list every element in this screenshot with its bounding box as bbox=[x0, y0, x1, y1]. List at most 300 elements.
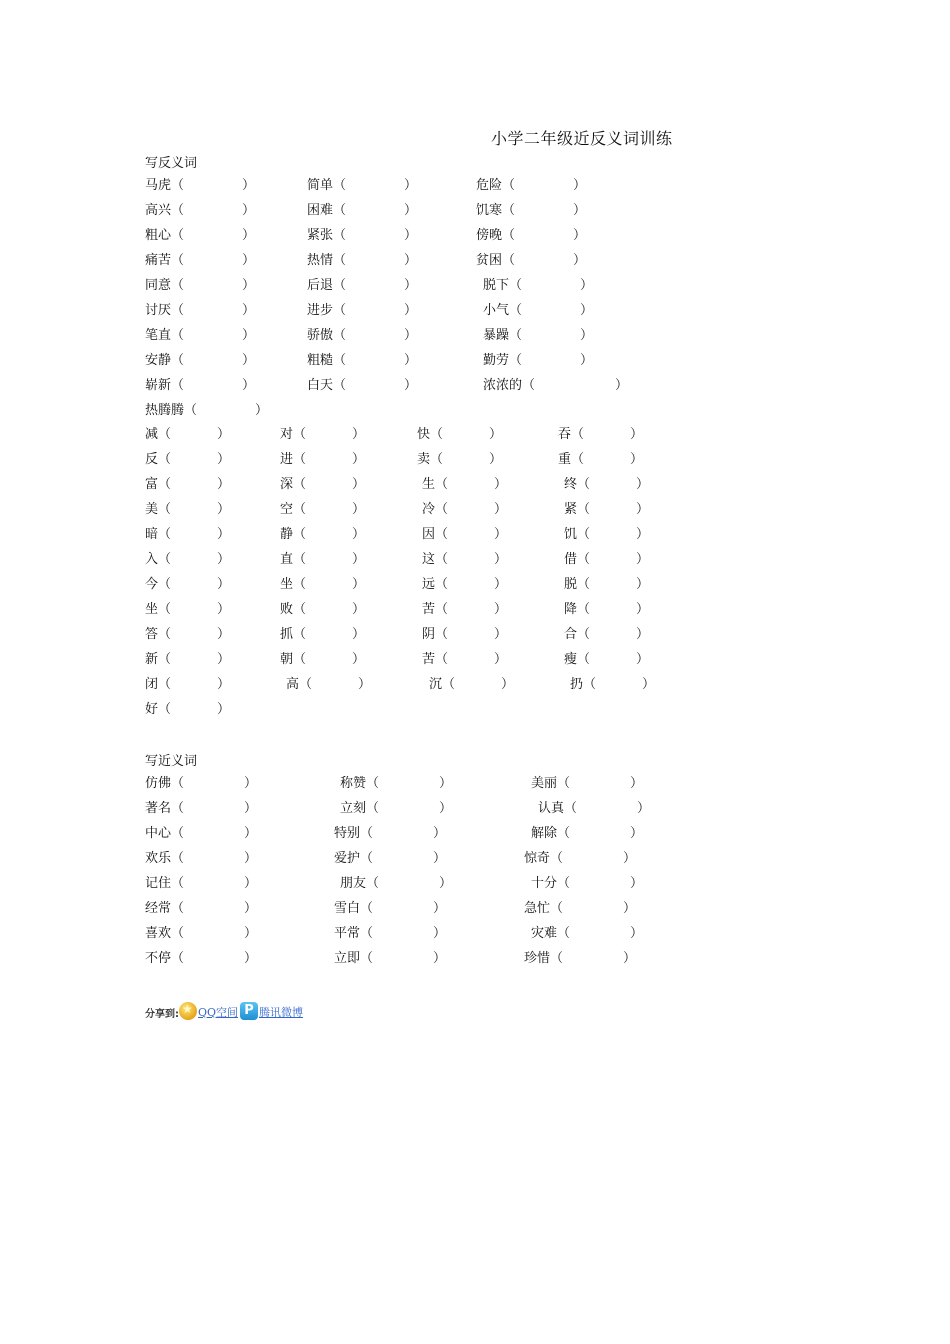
answer-blank[interactable] bbox=[184, 326, 242, 346]
exercise-word: 今 bbox=[145, 577, 159, 592]
answer-blank[interactable] bbox=[373, 899, 433, 919]
exercise-word: 高兴 bbox=[145, 203, 172, 218]
answer-blank[interactable] bbox=[306, 475, 352, 495]
answer-blank[interactable] bbox=[171, 425, 217, 445]
antonym-item bbox=[145, 276, 255, 296]
answer-blank[interactable] bbox=[515, 251, 573, 271]
open-paren: （ bbox=[333, 178, 347, 193]
answer-blank[interactable] bbox=[373, 849, 433, 869]
exercise-word: 暗 bbox=[145, 527, 159, 542]
single-char-item bbox=[280, 550, 365, 570]
open-paren: （ bbox=[158, 527, 172, 542]
close-paren: ） bbox=[244, 876, 258, 891]
open-paren: （ bbox=[171, 851, 185, 866]
close-paren: ） bbox=[636, 577, 650, 592]
exercise-word: 欢乐 bbox=[145, 851, 172, 866]
antonym-item bbox=[483, 376, 628, 396]
open-paren: （ bbox=[502, 203, 516, 218]
close-paren: ） bbox=[217, 677, 231, 692]
open-paren: （ bbox=[293, 477, 307, 492]
single-char-item bbox=[145, 650, 230, 670]
answer-blank[interactable] bbox=[570, 824, 630, 844]
close-paren: ） bbox=[244, 851, 258, 866]
answer-blank[interactable] bbox=[590, 475, 636, 495]
open-paren: （ bbox=[435, 552, 449, 567]
exercise-word: 降 bbox=[564, 602, 578, 617]
exercise-word: 败 bbox=[280, 602, 294, 617]
answer-blank[interactable] bbox=[306, 600, 352, 620]
open-paren: （ bbox=[333, 353, 347, 368]
close-paren: ） bbox=[404, 303, 418, 318]
exercise-word: 紧张 bbox=[307, 228, 334, 243]
answer-blank[interactable] bbox=[346, 226, 404, 246]
single-char-item bbox=[280, 525, 365, 545]
answer-blank[interactable] bbox=[346, 276, 404, 296]
close-paren: ） bbox=[433, 901, 447, 916]
exercise-word: 同意 bbox=[145, 278, 172, 293]
single-char-item bbox=[422, 550, 507, 570]
exercise-word: 朋友 bbox=[340, 876, 367, 891]
answer-blank[interactable] bbox=[184, 176, 242, 196]
answer-blank[interactable] bbox=[448, 650, 494, 670]
close-paren: ） bbox=[352, 452, 366, 467]
answer-blank[interactable] bbox=[184, 351, 242, 371]
exercise-word: 困难 bbox=[307, 203, 334, 218]
single-char-item bbox=[564, 600, 649, 620]
exercise-word: 讨厌 bbox=[145, 303, 172, 318]
synonym-item bbox=[145, 774, 257, 794]
open-paren: （ bbox=[509, 278, 523, 293]
answer-blank[interactable] bbox=[379, 799, 439, 819]
answer-blank[interactable] bbox=[522, 351, 580, 371]
answer-blank[interactable] bbox=[184, 774, 244, 794]
single-char-item bbox=[145, 675, 230, 695]
answer-blank[interactable] bbox=[306, 575, 352, 595]
antonym-item bbox=[483, 276, 593, 296]
antonym-item bbox=[307, 176, 417, 196]
close-paren: ） bbox=[636, 477, 650, 492]
open-paren: （ bbox=[158, 702, 172, 717]
answer-blank[interactable] bbox=[171, 450, 217, 470]
answer-blank[interactable] bbox=[184, 226, 242, 246]
close-paren: ） bbox=[501, 677, 515, 692]
single-char-item bbox=[145, 500, 230, 520]
single-char-item bbox=[145, 550, 230, 570]
answer-blank[interactable] bbox=[171, 575, 217, 595]
exercise-word: 小气 bbox=[483, 303, 510, 318]
open-paren: （ bbox=[333, 378, 347, 393]
close-paren: ） bbox=[439, 776, 453, 791]
exercise-word: 冷 bbox=[422, 502, 436, 517]
exercise-word: 借 bbox=[564, 552, 578, 567]
answer-blank[interactable] bbox=[184, 924, 244, 944]
answer-blank[interactable] bbox=[306, 550, 352, 570]
close-paren: ） bbox=[242, 278, 256, 293]
answer-blank[interactable] bbox=[522, 276, 580, 296]
close-paren: ） bbox=[404, 278, 418, 293]
answer-blank[interactable] bbox=[379, 774, 439, 794]
close-paren: ） bbox=[404, 253, 418, 268]
answer-blank[interactable] bbox=[306, 425, 352, 445]
answer-blank[interactable] bbox=[346, 351, 404, 371]
close-paren: ） bbox=[636, 552, 650, 567]
answer-blank[interactable] bbox=[455, 675, 501, 695]
close-paren: ） bbox=[242, 353, 256, 368]
close-paren: ） bbox=[242, 228, 256, 243]
single-char-item bbox=[280, 450, 365, 470]
antonym-item bbox=[307, 201, 417, 221]
close-paren: ） bbox=[352, 477, 366, 492]
close-paren: ） bbox=[242, 253, 256, 268]
answer-blank[interactable] bbox=[448, 525, 494, 545]
close-paren: ） bbox=[352, 427, 366, 442]
answer-blank[interactable] bbox=[515, 201, 573, 221]
open-paren: （ bbox=[171, 801, 185, 816]
exercise-word: 饥 bbox=[564, 527, 578, 542]
open-paren: （ bbox=[502, 228, 516, 243]
antonym-item bbox=[145, 401, 268, 421]
answer-blank[interactable] bbox=[171, 650, 217, 670]
close-paren: ） bbox=[494, 652, 508, 667]
single-char-item bbox=[145, 425, 230, 445]
open-paren: （ bbox=[171, 178, 185, 193]
answer-blank[interactable] bbox=[448, 600, 494, 620]
answer-blank[interactable] bbox=[596, 675, 642, 695]
open-paren: （ bbox=[158, 477, 172, 492]
answer-blank[interactable] bbox=[184, 874, 244, 894]
open-paren: （ bbox=[333, 278, 347, 293]
close-paren: ） bbox=[636, 527, 650, 542]
single-char-item bbox=[564, 500, 649, 520]
single-char-item bbox=[564, 525, 649, 545]
close-paren: ） bbox=[217, 652, 231, 667]
single-char-item bbox=[145, 475, 230, 495]
answer-blank[interactable] bbox=[373, 824, 433, 844]
single-char-item bbox=[558, 425, 643, 445]
antonym-item bbox=[145, 301, 255, 321]
close-paren: ） bbox=[623, 901, 637, 916]
answer-blank[interactable] bbox=[443, 425, 489, 445]
single-char-item bbox=[429, 675, 514, 695]
exercise-word: 热情 bbox=[307, 253, 334, 268]
answer-blank[interactable] bbox=[448, 475, 494, 495]
close-paren: ） bbox=[636, 627, 650, 642]
share-weibo-link[interactable]: 腾讯微博 bbox=[259, 1006, 304, 1019]
exercise-word: 称赞 bbox=[340, 776, 367, 791]
answer-blank[interactable] bbox=[171, 700, 217, 720]
open-paren: （ bbox=[577, 502, 591, 517]
open-paren: （ bbox=[550, 901, 564, 916]
answer-blank[interactable] bbox=[184, 949, 244, 969]
close-paren: ） bbox=[404, 378, 418, 393]
close-paren: ） bbox=[244, 951, 258, 966]
close-paren: ） bbox=[242, 203, 256, 218]
exercise-word: 静 bbox=[280, 527, 294, 542]
open-paren: （ bbox=[430, 427, 444, 442]
answer-blank[interactable] bbox=[584, 425, 630, 445]
exercise-word: 崭新 bbox=[145, 378, 172, 393]
close-paren: ） bbox=[217, 552, 231, 567]
tencent-weibo-icon[interactable]: P bbox=[240, 1002, 258, 1020]
answer-blank[interactable] bbox=[346, 376, 404, 396]
close-paren: ） bbox=[217, 602, 231, 617]
answer-blank[interactable] bbox=[522, 326, 580, 346]
answer-blank[interactable] bbox=[306, 525, 352, 545]
open-paren: （ bbox=[557, 826, 571, 841]
exercise-word: 高 bbox=[286, 677, 300, 692]
exercise-word: 卖 bbox=[417, 452, 431, 467]
synonym-item bbox=[334, 849, 446, 869]
answer-blank[interactable] bbox=[590, 550, 636, 570]
open-paren: （ bbox=[171, 328, 185, 343]
exercise-word: 直 bbox=[280, 552, 294, 567]
close-paren: ） bbox=[630, 876, 644, 891]
exercise-word: 饥寒 bbox=[476, 203, 503, 218]
answer-blank[interactable] bbox=[184, 376, 242, 396]
answer-blank[interactable] bbox=[184, 251, 242, 271]
answer-blank[interactable] bbox=[306, 450, 352, 470]
answer-blank[interactable] bbox=[171, 500, 217, 520]
answer-blank[interactable] bbox=[171, 675, 217, 695]
close-paren: ） bbox=[433, 826, 447, 841]
antonym-item bbox=[476, 176, 586, 196]
single-char-item bbox=[280, 625, 365, 645]
answer-blank[interactable] bbox=[515, 176, 573, 196]
antonym-item bbox=[307, 376, 417, 396]
answer-blank[interactable] bbox=[171, 625, 217, 645]
antonym-item bbox=[483, 301, 593, 321]
single-char-item bbox=[145, 450, 230, 470]
answer-blank[interactable] bbox=[346, 176, 404, 196]
exercise-word: 新 bbox=[145, 652, 159, 667]
answer-blank[interactable] bbox=[197, 401, 255, 421]
close-paren: ） bbox=[217, 577, 231, 592]
answer-blank[interactable] bbox=[584, 450, 630, 470]
answer-blank[interactable] bbox=[306, 625, 352, 645]
answer-blank[interactable] bbox=[312, 675, 358, 695]
open-paren: （ bbox=[158, 677, 172, 692]
open-paren: （ bbox=[171, 926, 185, 941]
exercise-word: 雪白 bbox=[334, 901, 361, 916]
synonym-item bbox=[531, 824, 643, 844]
answer-blank[interactable] bbox=[184, 276, 242, 296]
answer-blank[interactable] bbox=[563, 899, 623, 919]
answer-blank[interactable] bbox=[448, 550, 494, 570]
antonym-item bbox=[307, 276, 417, 296]
open-paren: （ bbox=[171, 353, 185, 368]
answer-blank[interactable] bbox=[590, 575, 636, 595]
close-paren: ） bbox=[573, 178, 587, 193]
synonym-item bbox=[334, 949, 446, 969]
answer-blank[interactable] bbox=[184, 899, 244, 919]
close-paren: ） bbox=[573, 203, 587, 218]
exercise-word: 特别 bbox=[334, 826, 361, 841]
answer-blank[interactable] bbox=[590, 625, 636, 645]
close-paren: ） bbox=[494, 602, 508, 617]
close-paren: ） bbox=[494, 502, 508, 517]
answer-blank[interactable] bbox=[590, 525, 636, 545]
answer-blank[interactable] bbox=[184, 301, 242, 321]
single-char-item bbox=[422, 625, 507, 645]
exercise-word: 远 bbox=[422, 577, 436, 592]
answer-blank[interactable] bbox=[184, 799, 244, 819]
single-char-item bbox=[564, 575, 649, 595]
open-paren: （ bbox=[557, 776, 571, 791]
exercise-word: 吞 bbox=[558, 427, 572, 442]
answer-blank[interactable] bbox=[570, 774, 630, 794]
antonym-item bbox=[476, 226, 586, 246]
synonym-item bbox=[531, 874, 643, 894]
share-bar bbox=[145, 996, 303, 1020]
answer-blank[interactable] bbox=[448, 625, 494, 645]
open-paren: （ bbox=[171, 228, 185, 243]
close-paren: ） bbox=[636, 502, 650, 517]
single-char-item bbox=[145, 525, 230, 545]
answer-blank[interactable] bbox=[184, 849, 244, 869]
exercise-word: 脱下 bbox=[483, 278, 510, 293]
open-paren: （ bbox=[577, 652, 591, 667]
answer-blank[interactable] bbox=[171, 475, 217, 495]
answer-blank[interactable] bbox=[590, 600, 636, 620]
open-paren: （ bbox=[333, 328, 347, 343]
open-paren: （ bbox=[502, 253, 516, 268]
open-paren: （ bbox=[435, 602, 449, 617]
close-paren: ） bbox=[580, 353, 594, 368]
antonym-item bbox=[145, 326, 255, 346]
answer-blank[interactable] bbox=[570, 924, 630, 944]
open-paren: （ bbox=[550, 851, 564, 866]
exercise-word: 不停 bbox=[145, 951, 172, 966]
exercise-word: 答 bbox=[145, 627, 159, 642]
answer-blank[interactable] bbox=[590, 500, 636, 520]
answer-blank[interactable] bbox=[590, 650, 636, 670]
open-paren: （ bbox=[293, 452, 307, 467]
answer-blank[interactable] bbox=[306, 650, 352, 670]
open-paren: （ bbox=[522, 378, 536, 393]
exercise-word: 平常 bbox=[334, 926, 361, 941]
exercise-word: 粗心 bbox=[145, 228, 172, 243]
close-paren: ） bbox=[404, 203, 418, 218]
open-paren: （ bbox=[360, 926, 374, 941]
synonym-item bbox=[334, 899, 446, 919]
answer-blank[interactable] bbox=[448, 575, 494, 595]
single-char-item bbox=[422, 500, 507, 520]
answer-blank[interactable] bbox=[570, 874, 630, 894]
exercise-word: 进步 bbox=[307, 303, 334, 318]
close-paren: ） bbox=[630, 427, 644, 442]
single-char-item bbox=[145, 700, 230, 720]
share-label: 分享到: bbox=[145, 1009, 179, 1020]
close-paren: ） bbox=[580, 328, 594, 343]
open-paren: （ bbox=[171, 253, 185, 268]
answer-blank[interactable] bbox=[184, 824, 244, 844]
answer-blank[interactable] bbox=[448, 500, 494, 520]
answer-blank[interactable] bbox=[171, 525, 217, 545]
close-paren: ） bbox=[636, 652, 650, 667]
close-paren: ） bbox=[244, 776, 258, 791]
open-paren: （ bbox=[509, 328, 523, 343]
single-char-item bbox=[422, 600, 507, 620]
close-paren: ） bbox=[494, 627, 508, 642]
close-paren: ） bbox=[217, 627, 231, 642]
answer-blank[interactable] bbox=[346, 301, 404, 321]
close-paren: ） bbox=[636, 602, 650, 617]
open-paren: （ bbox=[171, 303, 185, 318]
answer-blank[interactable] bbox=[171, 550, 217, 570]
answer-blank[interactable] bbox=[346, 201, 404, 221]
exercise-word: 著名 bbox=[145, 801, 172, 816]
antonym-item bbox=[145, 351, 255, 371]
synonym-item bbox=[524, 849, 636, 869]
close-paren: ） bbox=[623, 851, 637, 866]
exercise-word: 终 bbox=[564, 477, 578, 492]
close-paren: ） bbox=[439, 876, 453, 891]
single-char-item bbox=[280, 500, 365, 520]
open-paren: （ bbox=[184, 403, 198, 418]
open-paren: （ bbox=[158, 577, 172, 592]
answer-blank[interactable] bbox=[522, 301, 580, 321]
answer-blank[interactable] bbox=[184, 201, 242, 221]
close-paren: ） bbox=[352, 652, 366, 667]
answer-blank[interactable] bbox=[373, 949, 433, 969]
answer-blank[interactable] bbox=[563, 849, 623, 869]
close-paren: ） bbox=[615, 378, 629, 393]
open-paren: （ bbox=[158, 427, 172, 442]
single-char-item bbox=[564, 550, 649, 570]
answer-blank[interactable] bbox=[535, 376, 615, 396]
exercise-word: 瘦 bbox=[564, 652, 578, 667]
exercise-word: 沉 bbox=[429, 677, 443, 692]
qzone-star-icon[interactable] bbox=[179, 1002, 197, 1020]
close-paren: ） bbox=[630, 826, 644, 841]
close-paren: ） bbox=[489, 427, 503, 442]
share-qzone-link[interactable]: QQ空间 bbox=[198, 1006, 239, 1019]
answer-blank[interactable] bbox=[443, 450, 489, 470]
exercise-word: 闭 bbox=[145, 677, 159, 692]
open-paren: （ bbox=[366, 776, 380, 791]
close-paren: ） bbox=[642, 677, 656, 692]
single-char-item bbox=[422, 575, 507, 595]
single-char-item bbox=[558, 450, 643, 470]
open-paren: （ bbox=[171, 951, 185, 966]
close-paren: ） bbox=[217, 452, 231, 467]
exercise-word: 美 bbox=[145, 502, 159, 517]
answer-blank[interactable] bbox=[577, 799, 637, 819]
open-paren: （ bbox=[435, 652, 449, 667]
answer-blank[interactable] bbox=[379, 874, 439, 894]
open-paren: （ bbox=[577, 602, 591, 617]
answer-blank[interactable] bbox=[515, 226, 573, 246]
synonym-item bbox=[340, 799, 452, 819]
exercise-word: 富 bbox=[145, 477, 159, 492]
synonym-item bbox=[145, 899, 257, 919]
close-paren: ） bbox=[404, 178, 418, 193]
close-paren: ） bbox=[489, 452, 503, 467]
close-paren: ） bbox=[433, 926, 447, 941]
answer-blank[interactable] bbox=[306, 500, 352, 520]
open-paren: （ bbox=[502, 178, 516, 193]
answer-blank[interactable] bbox=[563, 949, 623, 969]
answer-blank[interactable] bbox=[373, 924, 433, 944]
open-paren: （ bbox=[293, 427, 307, 442]
antonym-item bbox=[483, 326, 593, 346]
answer-blank[interactable] bbox=[346, 326, 404, 346]
answer-blank[interactable] bbox=[346, 251, 404, 271]
answer-blank[interactable] bbox=[171, 600, 217, 620]
exercise-word: 贫困 bbox=[476, 253, 503, 268]
close-paren: ） bbox=[404, 353, 418, 368]
single-char-item bbox=[280, 425, 365, 445]
